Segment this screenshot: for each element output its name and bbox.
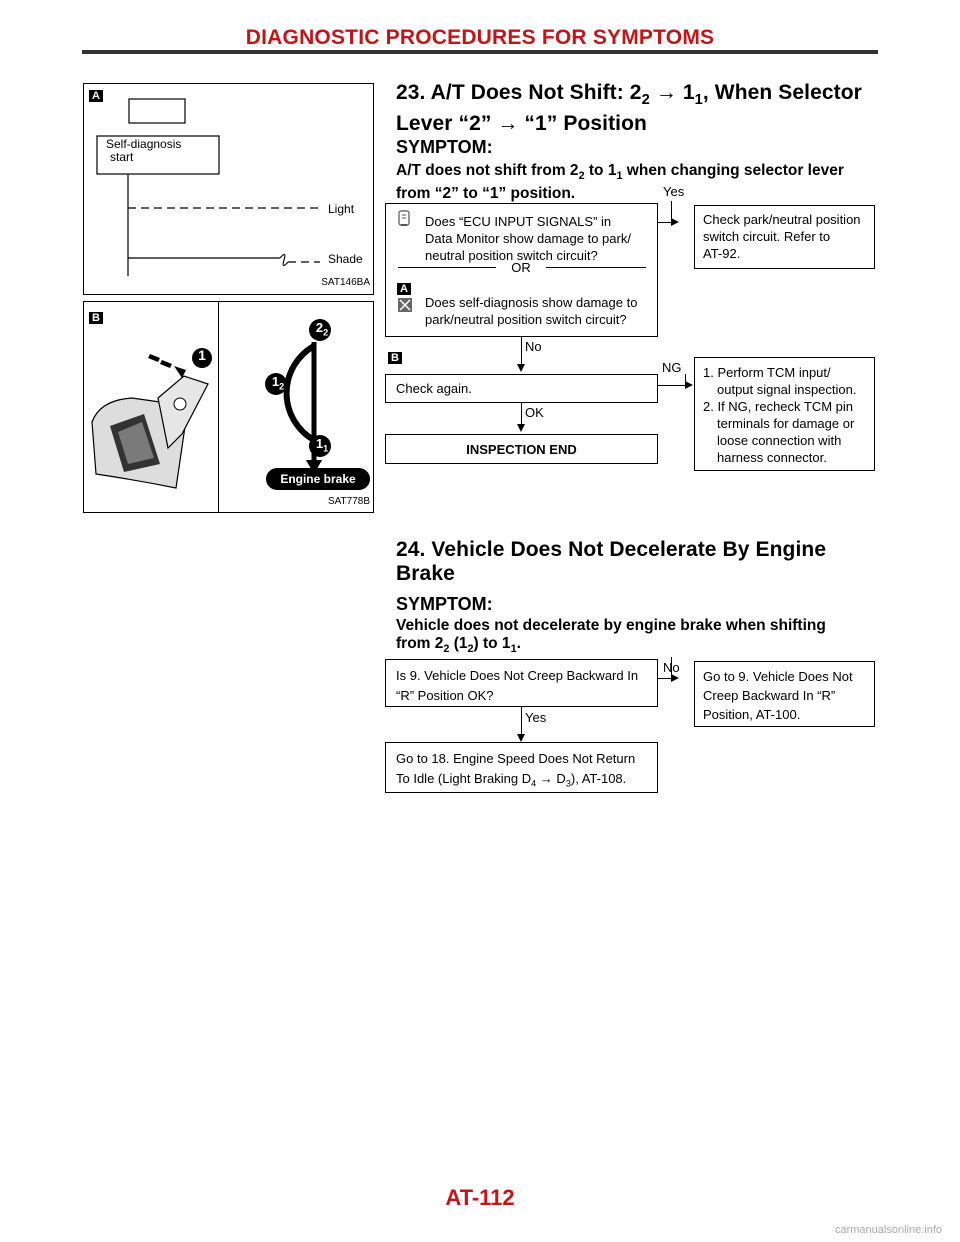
flow-24-no-arrow	[671, 674, 679, 682]
flow-24-goto-box: Go to 18. Engine Speed Does Not Return To Idle (Light Braking $D_4 \to D_3$), AT-108.	[385, 742, 658, 793]
ok-connector	[521, 403, 522, 425]
self-diagnosis-icon	[397, 297, 413, 313]
section-23-symptom-text: A/T does not shift from $2_2$ to $1_1$ when changing selector lever from “2” to “1” position.	[396, 162, 844, 203]
figure-a-light-label: Light	[328, 202, 355, 216]
no-connector	[521, 337, 522, 365]
figure-a-badge: A	[89, 90, 103, 102]
yes-arrow	[671, 218, 679, 226]
flow-24-question-box: Is 9. Vehicle Does Not Creep Backward In “R” Position OK?	[385, 659, 658, 707]
engine-brake-label: Engine brake	[280, 472, 356, 486]
flow-23-yes-box: Check park/neutral position switch circuit. Refer to AT-92.	[694, 205, 875, 269]
header-rule	[82, 50, 878, 54]
consult-icon	[396, 210, 412, 228]
or-divider-left	[398, 267, 496, 268]
yes-label: Yes	[663, 184, 685, 199]
flow-24-no-label: No	[663, 660, 680, 675]
ng-label: NG	[662, 360, 682, 375]
ng-arrow	[685, 381, 693, 389]
flow-23-question-box: Does “ECU INPUT SIGNALS” in Data Monitor show damage to park/ neutral position switch circuit? OR A Does self-diagnosis show damage to park/neutral position switch circuit?	[385, 203, 658, 337]
flow-23-check-again-box: Check again.	[385, 374, 658, 403]
flow-24-no-connector-horizontal	[658, 678, 672, 679]
ok-label: OK	[525, 405, 544, 420]
flow-23-inspection-end-box: INSPECTION END	[385, 434, 658, 464]
no-arrow	[517, 364, 525, 372]
figure-b-badge: B	[89, 312, 103, 324]
flow-badge-a: A	[397, 283, 411, 295]
selector-lever-illustration	[84, 302, 218, 512]
flow-24-yes-arrow	[517, 734, 525, 742]
no-label: No	[525, 339, 542, 354]
flow-23-ng-box: 1. Perform TCM input/ output signal inspection. 2. If NG, recheck TCM pin terminals for damage or loose connection with harness connector.	[694, 357, 875, 471]
figure-b-code: SAT778B	[327, 496, 370, 507]
figure-b-selector-lever	[83, 301, 374, 513]
flow-24-no-box: Go to 9. Vehicle Does Not Creep Backward In “R” Position, AT-100.	[694, 661, 875, 727]
page-header-title: DIAGNOSTIC PROCEDURES FOR SYMPTOMS	[245, 26, 715, 49]
or-divider-right	[546, 267, 646, 268]
figure-a-code: SAT146BA	[321, 277, 370, 288]
section-24-symptom-text: Vehicle does not decelerate by engine brake when shifting from $2_2$ $(1_2)$ to $1_1$.	[396, 617, 826, 656]
gear-1-1-label: $1_1$	[315, 436, 329, 454]
section-23-symptom-heading: SYMPTOM:	[396, 137, 493, 157]
or-label: OR	[511, 260, 531, 275]
flow-badge-b: B	[388, 352, 402, 364]
section-24-symptom-heading: SYMPTOM:	[396, 594, 493, 614]
figure-a-start-label: Self-diagnosis start	[106, 137, 182, 164]
flow-24-yes-connector	[521, 707, 522, 735]
figure-a-self-diagnosis-timing	[83, 83, 374, 295]
figure-b-step-label: 1	[198, 347, 206, 363]
gear-2-2-label: $2_2$	[315, 320, 329, 338]
page-number: AT-112	[445, 1185, 515, 1210]
flow-24-yes-label: Yes	[525, 710, 547, 725]
gear-1-2-label: $1_2$	[271, 374, 285, 392]
section-23-title: 23. A/T Does Not Shift: $2_2 \to 1_1$, When Selector Lever “2” → “1” Position	[396, 81, 862, 136]
yes-connector-horizontal	[658, 222, 672, 223]
ng-connector-horizontal	[658, 385, 686, 386]
figure-a-shade-label: Shade	[328, 252, 363, 266]
ok-arrow	[517, 424, 525, 432]
watermark: carmanualsonline.info	[834, 1224, 942, 1236]
section-24-title: 24. Vehicle Does Not Decelerate By Engine Brake	[396, 538, 827, 585]
